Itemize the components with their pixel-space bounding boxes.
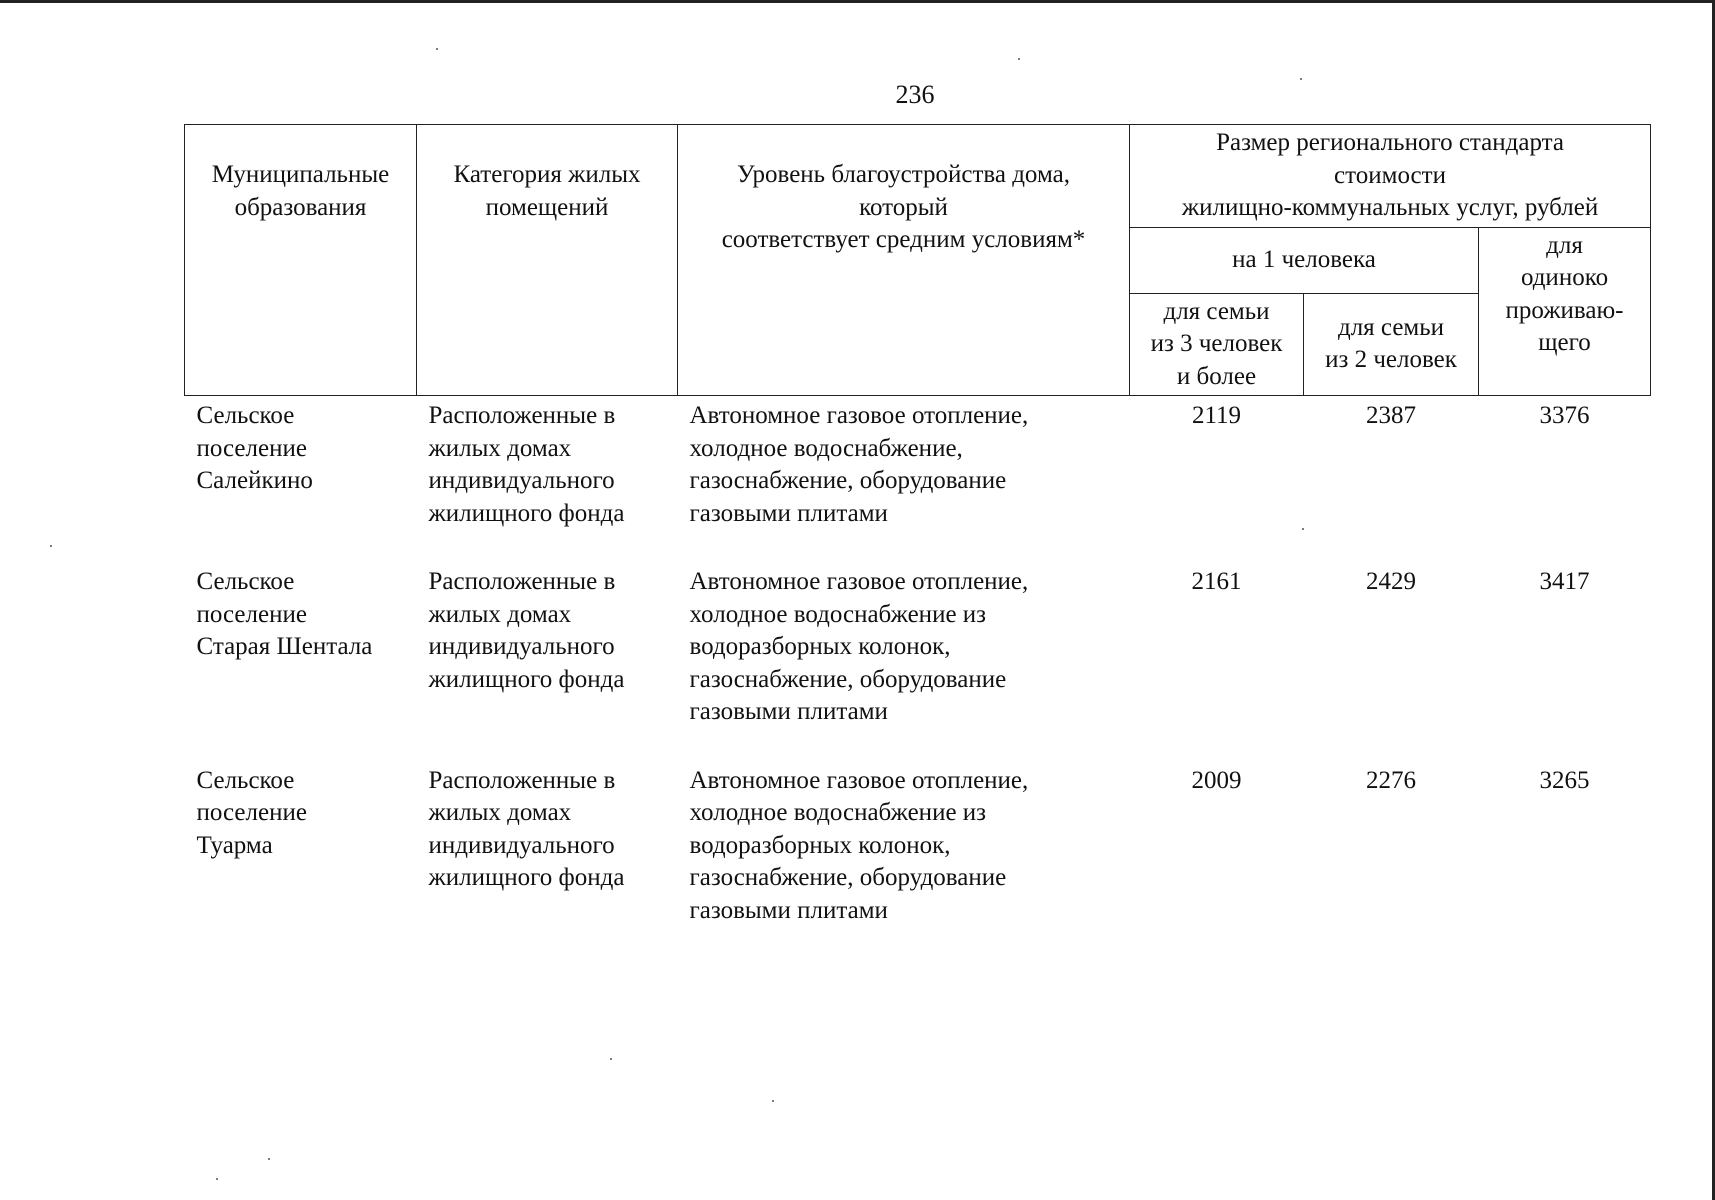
cell-category: Расположенные в жилых домах индивидуального жилищного фонда	[428, 402, 625, 527]
cell-municipality: Сельское поселение Старая Шентала	[196, 568, 373, 660]
utility-standard-table	[184, 124, 1651, 959]
scan-speck	[268, 1158, 270, 1160]
cell-single: 3417	[1539, 568, 1590, 595]
cell-amenity: Автономное газовое отопление, холодное водоснабжение, газоснабжение, оборудование газовыми плитами	[689, 402, 1029, 527]
scan-speck	[216, 1178, 218, 1180]
cell-municipality: Сельское поселение Туарма	[196, 766, 307, 859]
cell-single: 3376	[1539, 402, 1590, 429]
header-regional-standard-size: Размер регионального стандарта стоимости жилищно-коммунальных услуг, рублей	[1130, 125, 1651, 228]
header-single-resident: для одиноко проживаю- щего	[1479, 227, 1651, 396]
page-number: 236	[895, 80, 935, 109]
scan-speck	[610, 1058, 612, 1060]
cell-amenity: Автономное газовое отопление, холодное водоснабжение из водоразборных колонок, газоснабжение, оборудование газовыми плитами	[689, 766, 1029, 924]
cell-category: Расположенные в жилых домах индивидуального жилищного фонда	[428, 766, 625, 891]
cell-family-3-plus: 2009	[1191, 766, 1242, 794]
header-per-person: на 1 человека	[1130, 227, 1479, 293]
table-header	[185, 125, 1651, 396]
header-amenity-level: Уровень благоустройства дома, который соответствует средним условиям*	[678, 125, 1130, 396]
scan-speck	[1302, 528, 1304, 530]
header-family-2: для семьи из 2 человек	[1304, 293, 1479, 396]
header-municipalities: Муниципальные образования	[185, 125, 417, 396]
scan-speck	[436, 48, 438, 50]
scan-speck	[1300, 78, 1302, 80]
cell-family-2: 2429	[1366, 568, 1416, 595]
table-row	[185, 562, 1651, 761]
cell-family-2: 2276	[1366, 766, 1416, 794]
cell-single: 3265	[1539, 766, 1590, 794]
header-family-3-plus: для семьи из 3 человек и более	[1130, 293, 1304, 396]
scan-speck	[772, 1100, 774, 1102]
table-row	[185, 761, 1651, 960]
cell-amenity: Автономное газовое отопление, холодное водоснабжение из водоразборных колонок, газоснабжение, оборудование газовыми плитами	[689, 568, 1029, 725]
cell-family-2: 2387	[1366, 402, 1416, 429]
cell-family-3-plus: 2119	[1191, 402, 1242, 429]
cell-municipality: Сельское поселение Салейкино	[196, 402, 313, 494]
header-housing-category: Категория жилых помещений	[417, 125, 678, 396]
cell-category: Расположенные в жилых домах индивидуального жилищного фонда	[428, 568, 625, 693]
table-row	[185, 396, 1651, 563]
cell-family-3-plus: 2161	[1191, 568, 1242, 595]
scan-top-border	[0, 0, 1715, 3]
scan-speck	[50, 545, 52, 547]
scan-speck	[1018, 58, 1020, 60]
table-body	[185, 396, 1651, 960]
